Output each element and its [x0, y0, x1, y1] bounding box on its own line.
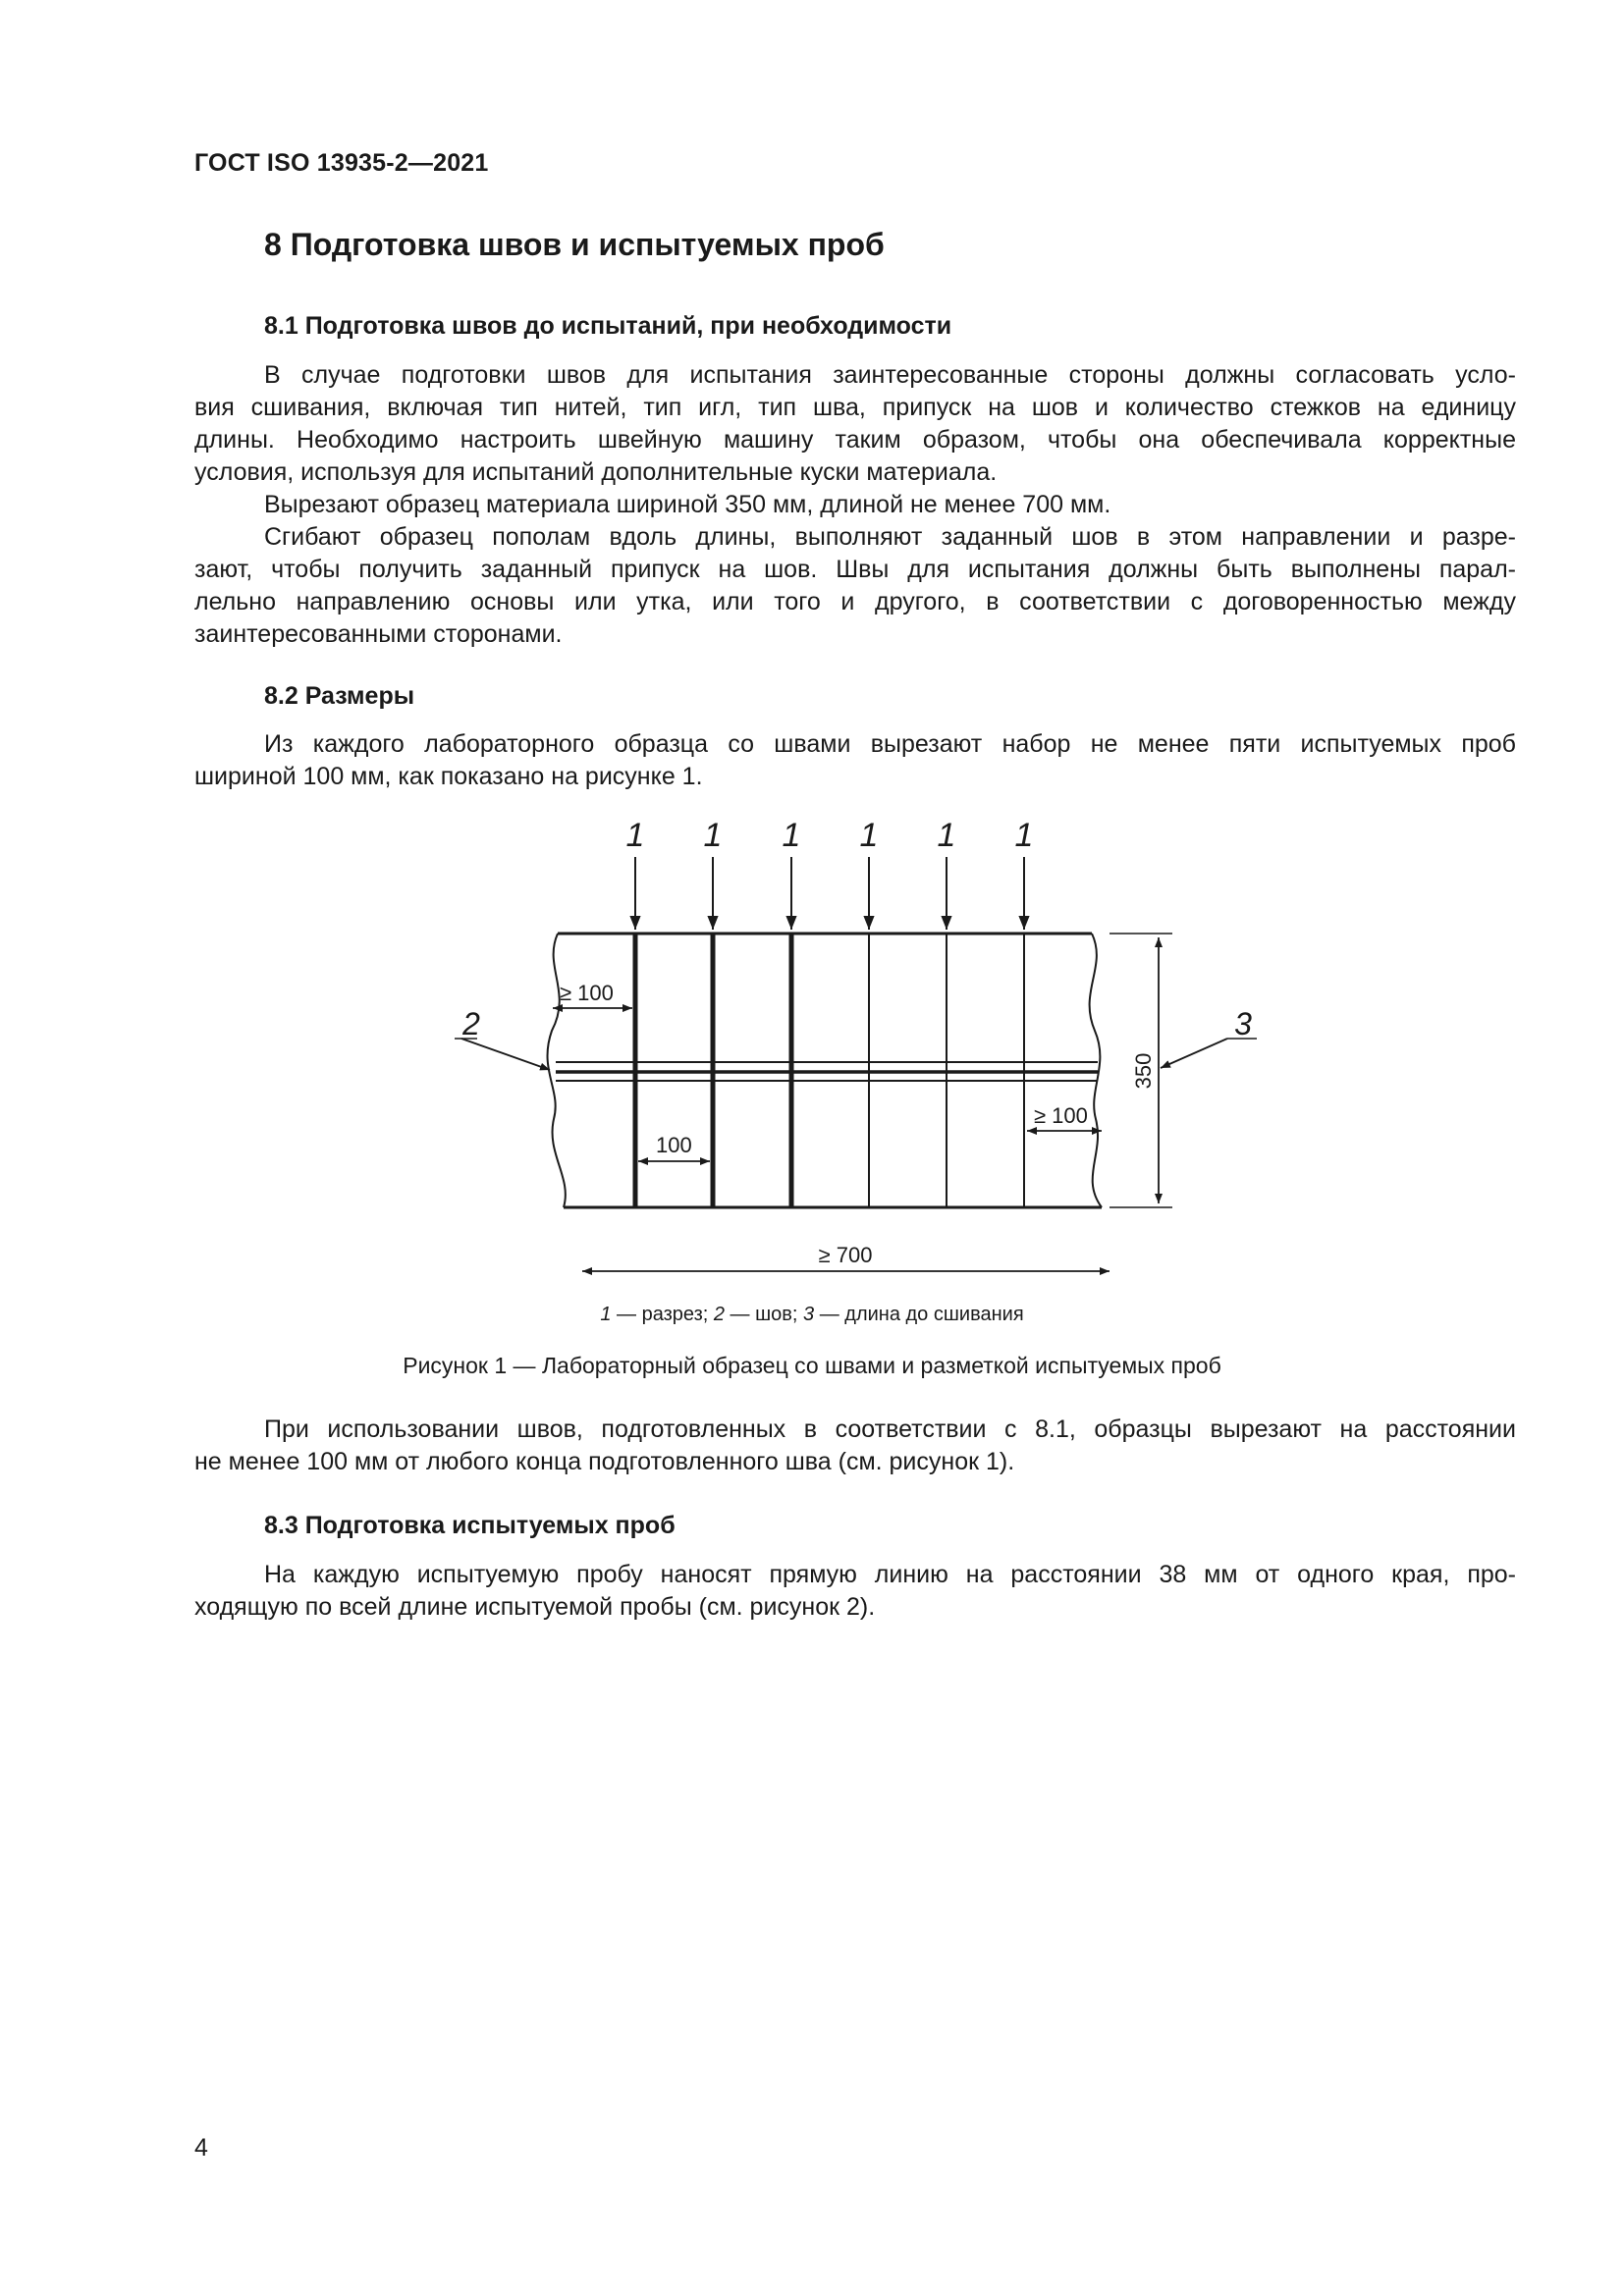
text-line: На каждую испытуемую пробу наносят прямую линию на расстоянии 38 мм от одного края, про-: [264, 1561, 1516, 1588]
cut-label: 1: [703, 817, 723, 854]
text-line: зают, чтобы получить заданный припуск на шов. Швы для испытания должны быть выполнены парал-: [194, 556, 1516, 583]
text-line: Вырезают образец материала шириной 350 мм, длиной не менее 700 мм.: [264, 491, 1111, 518]
legend-key: 2: [713, 1304, 725, 1325]
text-line: лельно направлению основы или утка, или того и другого, в соответствии с договоренностью между: [194, 588, 1516, 615]
cut-label: 1: [859, 817, 879, 854]
paragraph-after-figure: [194, 1414, 1516, 1478]
paragraph-8-3-marking: [194, 1559, 1516, 1624]
seam-label: 2: [462, 1006, 480, 1041]
text-line: не менее 100 мм от любого конца подготовленного шва (см. рисунок 1).: [194, 1448, 1015, 1475]
dimension-label-right-offset: ≥ 100: [1034, 1103, 1088, 1128]
text-line: длины. Необходимо настроить швейную машину таким образом, чтобы она обеспечивала корректные: [194, 426, 1516, 454]
figure-caption: Рисунок 1 — Лабораторный образец со швами и разметкой испытуемых проб: [403, 1353, 1221, 1378]
legend-text: — разрез;: [611, 1304, 714, 1325]
text-line: В случае подготовки швов для испытания заинтересованные стороны должны согласовать усло-: [264, 361, 1516, 389]
text-line: При использовании швов, подготовленных в соответствии с 8.1, образцы вырезают на расстоянии: [264, 1415, 1516, 1443]
subsection-title-8-3: 8.3 Подготовка испытуемых проб: [264, 1512, 676, 1539]
dimension-label-left-offset: ≥ 100: [560, 981, 614, 1005]
dimension-label-strip-width: 100: [656, 1133, 692, 1157]
legend-key: 3: [803, 1304, 815, 1325]
text-line: шириной 100 мм, как показано на рисунке 1.: [194, 763, 703, 790]
subsection-title-8-2: 8.2 Размеры: [264, 682, 415, 710]
text-line: Из каждого лабораторного образца со швами вырезают набор не менее пяти испытуемых проб: [264, 730, 1516, 758]
page-number: 4: [194, 2134, 208, 2162]
text-line: вия сшивания, включая тип нитей, тип игл, тип шва, припуск на шов и количество стежков на единицу: [194, 394, 1516, 421]
text-line: условия, используя для испытаний дополнительные куски материала.: [194, 458, 998, 486]
seam-pointer-arrow: [461, 1039, 550, 1070]
section-title: 8 Подготовка швов и испытуемых проб: [264, 227, 885, 262]
length-pointer-arrow: [1161, 1039, 1227, 1068]
cut-label: 1: [937, 817, 956, 854]
legend-key: 1: [600, 1304, 612, 1325]
length-label: 3: [1234, 1006, 1252, 1041]
figure-legend: [0, 1304, 1624, 1326]
dimension-label-height: 350: [1131, 1052, 1156, 1090]
document-header: ГОСТ ISO 13935-2—2021: [194, 149, 489, 177]
text-line: заинтересованными сторонами.: [194, 620, 563, 648]
legend-text: — длина до сшивания: [814, 1304, 1024, 1325]
dimension-label-length: ≥ 700: [818, 1243, 873, 1267]
legend-text: — шов;: [725, 1304, 804, 1325]
cut-label: 1: [625, 817, 645, 854]
text-line: Сгибают образец пополам вдоль длины, выполняют заданный шов в этом направлении и разре-: [264, 523, 1516, 551]
subsection-title-8-1: 8.1 Подготовка швов до испытаний, при необходимости: [264, 312, 952, 340]
text-line: ходящую по всей длине испытуемой пробы (см. рисунок 2).: [194, 1593, 876, 1621]
cut-label: 1: [782, 817, 801, 854]
cut-label: 1: [1014, 817, 1034, 854]
